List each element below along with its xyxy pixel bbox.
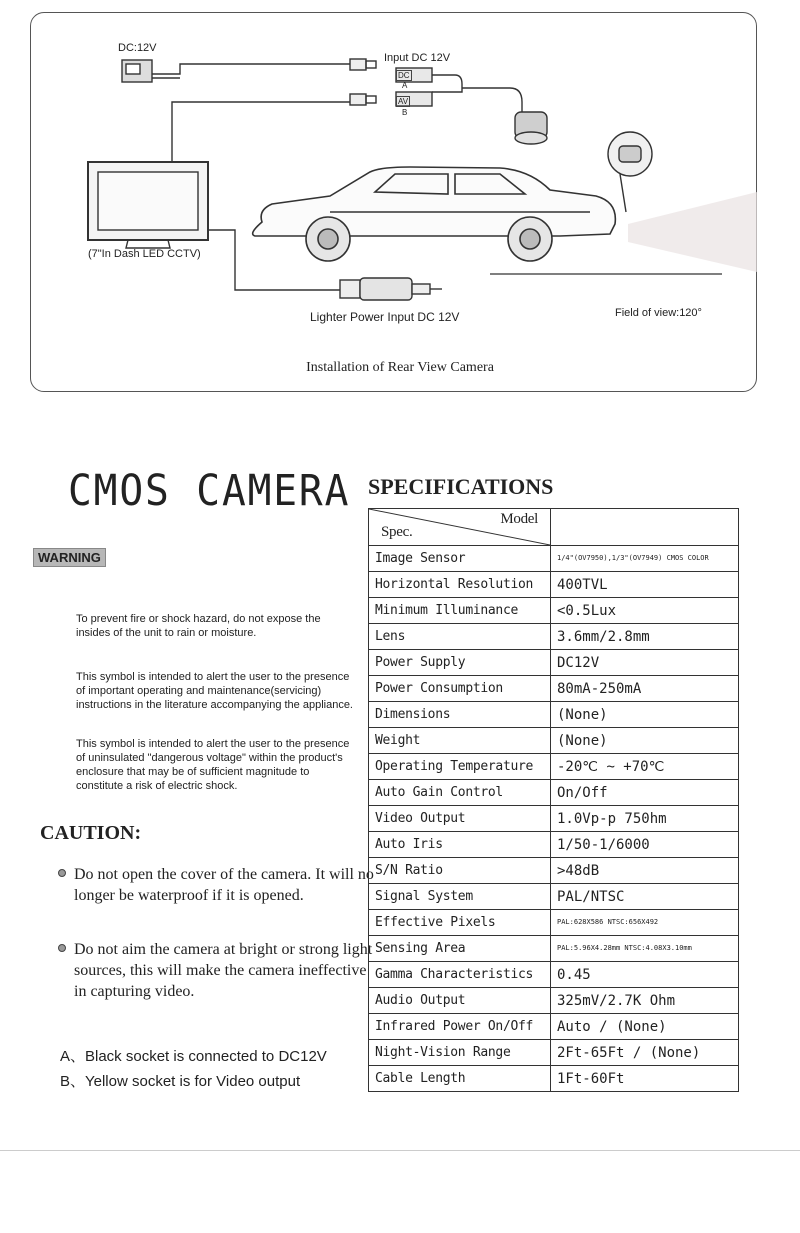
model-value-header bbox=[551, 509, 739, 546]
plug-a-letter: A bbox=[402, 81, 408, 90]
spec-row bbox=[369, 598, 739, 624]
spec-value: >48dB bbox=[551, 858, 739, 884]
spec-row bbox=[369, 962, 739, 988]
caution-item-2 bbox=[58, 939, 374, 1002]
specifications-title: SPECIFICATIONS bbox=[368, 474, 554, 499]
dc-label: DC:12V bbox=[118, 42, 157, 54]
spec-key: Audio Output bbox=[369, 988, 551, 1014]
spec-row bbox=[369, 754, 739, 780]
socket-line-a: A、Black socket is connected to DC12V bbox=[60, 1048, 327, 1065]
spec-key: Dimensions bbox=[369, 702, 551, 728]
spec-value: (None) bbox=[551, 728, 739, 754]
bullet-icon bbox=[58, 944, 66, 952]
spec-row bbox=[369, 858, 739, 884]
spec-key: Weight bbox=[369, 728, 551, 754]
spec-key: Power Consumption bbox=[369, 676, 551, 702]
spec-value: PAL/NTSC bbox=[551, 884, 739, 910]
spec-key: Sensing Area bbox=[369, 936, 551, 962]
spec-row bbox=[369, 572, 739, 598]
spec-key: Cable Length bbox=[369, 1066, 551, 1092]
fov-label: Field of view:120° bbox=[615, 307, 702, 319]
plug-b-icon bbox=[350, 92, 432, 106]
plug-b-tag: AV bbox=[398, 97, 409, 106]
spec-key: Infrared Power On/Off bbox=[369, 1014, 551, 1040]
spec-value: 3.6mm/2.8mm bbox=[551, 624, 739, 650]
spec-header-row bbox=[369, 509, 739, 546]
caution-item-text: Do not open the cover of the camera. It will no longer be waterproof if it is opened. bbox=[74, 866, 374, 904]
spec-value: 2Ft-65Ft / (None) bbox=[551, 1040, 739, 1066]
car-icon bbox=[253, 167, 616, 261]
spec-value: PAL:628X586 NTSC:656X492 bbox=[551, 910, 739, 936]
spec-header-label: Spec. bbox=[381, 524, 413, 540]
spec-key: Gamma Characteristics bbox=[369, 962, 551, 988]
spec-row bbox=[369, 1040, 739, 1066]
spec-row bbox=[369, 1014, 739, 1040]
product-title: CMOS CAMERA bbox=[68, 466, 351, 516]
dc-connector-icon bbox=[122, 60, 152, 82]
spec-key: Auto Iris bbox=[369, 832, 551, 858]
spec-value: DC12V bbox=[551, 650, 739, 676]
spec-row bbox=[369, 650, 739, 676]
spec-row bbox=[369, 728, 739, 754]
spec-key: Signal System bbox=[369, 884, 551, 910]
monitor-label: (7"In Dash LED CCTV) bbox=[88, 248, 201, 260]
warning-text-2: This symbol is intended to alert the user to the presence of important operating and maintenance(servicing) instructions in the literature accompanying the appliance. bbox=[76, 671, 353, 711]
caution-title: CAUTION: bbox=[40, 822, 142, 844]
input-label: Input DC 12V bbox=[384, 52, 451, 64]
socket-line-b: B、Yellow socket is for Video output bbox=[60, 1073, 301, 1090]
spec-row bbox=[369, 884, 739, 910]
plug-b-letter: B bbox=[402, 108, 408, 117]
bullet-icon bbox=[58, 869, 66, 877]
spec-value: 0.45 bbox=[551, 962, 739, 988]
caution-item-1 bbox=[58, 864, 374, 906]
warning-text-3: This symbol is intended to alert the user to the presence of uninsulated "dangerous voltage" within the product's enclosure that may be of sufficient magnitude to constitute a risk of electric shock. bbox=[76, 738, 350, 792]
spec-value: 1/4"(OV7950),1/3"(OV7949) CMOS COLOR bbox=[551, 546, 739, 572]
spec-value: 325mV/2.7K Ohm bbox=[551, 988, 739, 1014]
spec-key: Auto Gain Control bbox=[369, 780, 551, 806]
diagram-caption: Installation of Rear View Camera bbox=[306, 360, 494, 375]
spec-key: Video Output bbox=[369, 806, 551, 832]
lighter-label: Lighter Power Input DC 12V bbox=[310, 310, 460, 324]
spec-row bbox=[369, 910, 739, 936]
spec-row bbox=[369, 780, 739, 806]
spec-key: Operating Temperature bbox=[369, 754, 551, 780]
spec-value: 80mA-250mA bbox=[551, 676, 739, 702]
plug-a-tag: DC bbox=[398, 71, 410, 80]
spec-key: Night-Vision Range bbox=[369, 1040, 551, 1066]
spec-row bbox=[369, 676, 739, 702]
rear-camera-icon bbox=[515, 112, 547, 144]
spec-row bbox=[369, 702, 739, 728]
page-divider bbox=[0, 1150, 800, 1151]
spec-row bbox=[369, 832, 739, 858]
spec-value: -20℃ ~ +70℃ bbox=[551, 754, 739, 780]
spec-value: Auto / (None) bbox=[551, 1014, 739, 1040]
spec-value: <0.5Lux bbox=[551, 598, 739, 624]
spec-key: Image Sensor bbox=[369, 546, 551, 572]
spec-value: 400TVL bbox=[551, 572, 739, 598]
warning-text-1: To prevent fire or shock hazard, do not expose the insides of the unit to rain or moisture. bbox=[76, 613, 321, 639]
spec-value: 1.0Vp-p 750hm bbox=[551, 806, 739, 832]
spec-header-cell bbox=[369, 509, 551, 546]
lighter-plug-icon bbox=[340, 278, 442, 300]
spec-row bbox=[369, 988, 739, 1014]
caution-item-text: Do not aim the camera at bright or strong light sources, this will make the camera ineffective in capturing video. bbox=[74, 941, 373, 1000]
spec-key: Effective Pixels bbox=[369, 910, 551, 936]
spec-key: Lens bbox=[369, 624, 551, 650]
spec-row bbox=[369, 546, 739, 572]
model-header-label: Model bbox=[500, 511, 538, 527]
spec-key: S/N Ratio bbox=[369, 858, 551, 884]
spec-table bbox=[368, 508, 739, 1092]
spec-value: 1/50-1/6000 bbox=[551, 832, 739, 858]
spec-value: PAL:5.96X4.28mm NTSC:4.08X3.10mm bbox=[551, 936, 739, 962]
monitor-icon bbox=[88, 162, 208, 248]
field-of-view-shade bbox=[628, 192, 757, 272]
spec-key: Minimum Illuminance bbox=[369, 598, 551, 624]
spec-row bbox=[369, 936, 739, 962]
spec-value: (None) bbox=[551, 702, 739, 728]
camera-callout-icon bbox=[608, 132, 652, 212]
spec-row bbox=[369, 624, 739, 650]
spec-row bbox=[369, 806, 739, 832]
spec-value: On/Off bbox=[551, 780, 739, 806]
spec-value: 1Ft-60Ft bbox=[551, 1066, 739, 1092]
warning-badge: WARNING bbox=[33, 548, 106, 567]
spec-key: Horizontal Resolution bbox=[369, 572, 551, 598]
spec-key: Power Supply bbox=[369, 650, 551, 676]
spec-row bbox=[369, 1066, 739, 1092]
